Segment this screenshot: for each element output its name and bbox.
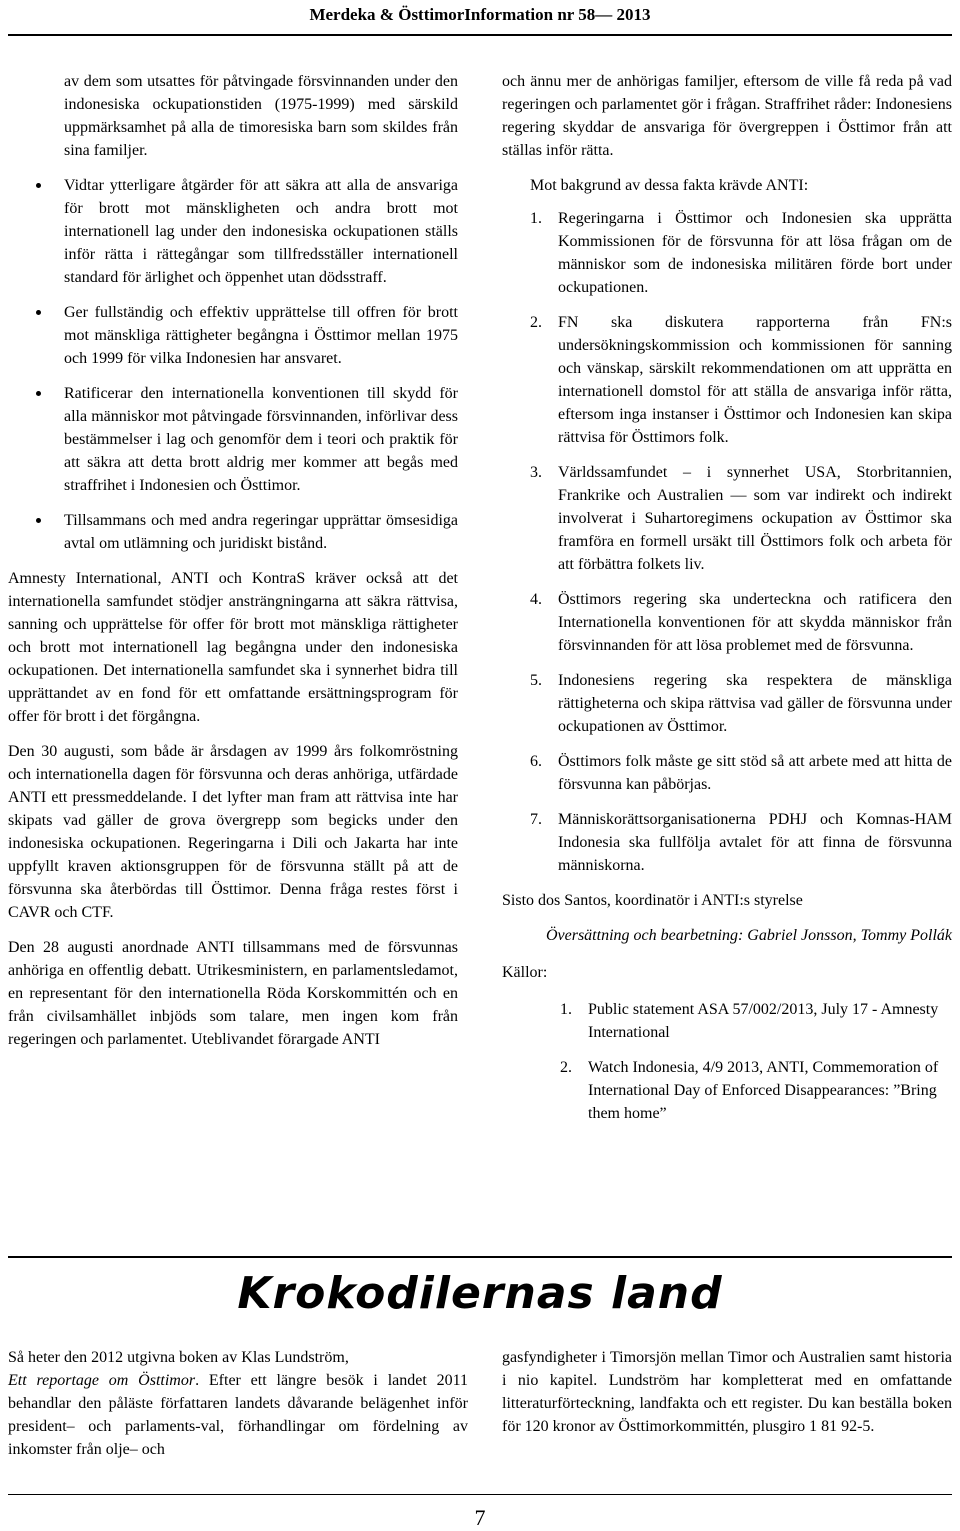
- body-paragraph: Den 28 augusti anordnade ANTI tillsammans med de försvunnas anhöriga en offentlig debatt. Utrikesministern, en parlamentsledamot, en representant för den internationella Röda Korskommittén och en från civilsamhället inbjöds som talare, men ingen kom från regeringen och parlamentet. Uteblivandet förargade ANTI: [8, 939, 458, 1048]
- demand-number: 1.: [530, 210, 542, 227]
- demand-text: Indonesiens regering ska respektera de mänskliga rättigheterna och skipa rättvisa vad gäller de försvunna under ockupationen av Östtimor.: [558, 672, 952, 735]
- bullet-dot-icon: [36, 518, 41, 523]
- signature: Sisto dos Santos, koordinatör i ANTI:s styrelse: [502, 892, 803, 909]
- bullet-item: [8, 301, 458, 370]
- demand-item: [502, 461, 952, 576]
- demand-item: [502, 311, 952, 449]
- demand-number: 5.: [530, 672, 542, 689]
- page-header: [0, 0, 960, 30]
- sources-list: [502, 998, 952, 1125]
- bullet-dot-icon: [36, 310, 41, 315]
- bullet-text: Ratificerar den internationella konventionen till skydd för alla människor mot påtvingade försvinnanden, införlivar dess bestämmelser i lag och genomför dem i teori och praktik för att säkra att detta brott aldrig mer kommer att begås med straffrihet i Indonesien och Östtimor.: [64, 385, 458, 494]
- demand-number: 2.: [530, 314, 542, 331]
- demand-number: 4.: [530, 591, 542, 608]
- bullet-list: [8, 174, 458, 555]
- source-number: 2.: [560, 1059, 572, 1076]
- demand-number: 6.: [530, 753, 542, 770]
- footer-rule: [8, 1494, 952, 1495]
- sources-label: Källor:: [502, 964, 548, 981]
- book-text-b: . Efter ett längre besök i landet 2011 behandlar den påläste författaren landets dåvarande belägenhet inför president– och parlaments-val, förhandlingar om fördelning av inkomster från olje– och: [8, 1372, 469, 1458]
- header-rule: [8, 34, 952, 36]
- book-text-left: [8, 1346, 468, 1461]
- demand-number: 7.: [530, 811, 542, 828]
- demands-list: [502, 207, 952, 877]
- demand-item: [502, 588, 952, 657]
- demand-item: [502, 207, 952, 299]
- source-item: [502, 1056, 952, 1125]
- bullet-text: Ger fullständig och effektiv upprättelse till offren för brott mot mänskliga rättigheter begångna i Östtimor mellan 1975 och 1999 för vilka Indonesien har ansvaret.: [64, 304, 458, 367]
- book-paragraph-right: gasfyndigheter i Timorsjön mellan Timor och Australien samt historia i nio kapitel. Lundström har kompletterat med en omfattande litteraturförteckning, landfakta och ett register. Du kan beställa boken för 120 kronor av Östtimorkommittén, plusgiro 1 81 92-5.: [502, 1349, 952, 1435]
- demand-text: Regeringarna i Östtimor och Indonesien ska upprätta Kommissionen för de försvunna för att lösa frågan om de människor som de indonesiska militären förde bort under ockupationen.: [558, 210, 952, 296]
- bullet-item: [8, 382, 458, 497]
- body-paragraph: Den 30 augusti, som både är årsdagen av 1999 års folkomröstning och internationella dagen för försvunna och deras anhöriga, utfärdade ANTI ett pressmeddelande. I det lyfter man fram att rättvisa inte har skipats vad gäller de grova övergrepp som begicks under den indonesiska ockupationen. Regeringarna i Dili och Jakarta har inte uppfyllt kraven aktionsgruppen för de försvunna ställt på att de försvunna ska återbördas till Östtimor. Denna fråga restes först i CAVR och CTF.: [8, 743, 458, 921]
- book-subtitle: Ett reportage om Östtimor: [8, 1372, 196, 1389]
- right-column: [502, 70, 952, 1137]
- source-text: Public statement ASA 57/002/2013, July 17 - Amnesty International: [588, 1001, 939, 1041]
- header-title: Merdeka & ÖsttimorInformation nr 58— 2013: [309, 5, 651, 24]
- demand-item: [502, 750, 952, 796]
- book-paragraph-left: [8, 1346, 468, 1461]
- bullet-dot-icon: [36, 183, 41, 188]
- demand-text: Östtimors regering ska underteckna och ratificera den Internationella konventionen för att skydda människor från försvinnanden för att lösa problemet med de försvunna.: [558, 591, 952, 654]
- book-text-a: Så heter den 2012 utgivna boken av Klas Lundström,: [8, 1349, 349, 1366]
- demand-text: Människorättsorganisationerna PDHJ och Komnas-HAM Indonesia ska fullfölja avtalet för att finna de försvunna människorna.: [558, 811, 952, 874]
- source-number: 1.: [560, 1001, 572, 1018]
- source-item: [502, 998, 952, 1044]
- demand-number: 3.: [530, 464, 542, 481]
- demand-item: [502, 669, 952, 738]
- body-paragraph: Amnesty International, ANTI och KontraS kräver också att det internationella samfundet stödjer ansträngningarna att säkra rättvisa, sanning och upprättelse för offer för brott mot mänskliga rättigheter och brott mot internationell lag begångna under den indonesiska ockupationen. Det internationella samfundet ska i synnerhet bidra till upprättandet av en fond för ett omfattande ersättningsprogram för offer för brott i det förgångna.: [8, 570, 458, 725]
- source-text: Watch Indonesia, 4/9 2013, ANTI, Commemoration of International Day of Enforced Disappearances: ”Bring them home”: [588, 1059, 939, 1122]
- demand-text: Världssamfundet – i synnerhet USA, Storbritannien, Frankrike och Australien — som var indirekt och indirekt involverat i Suhartoregimens ockupation av Östtimor ska framföra en formell ursäkt till Östtimors folk och arbeta för att förbättra folkets liv.: [558, 464, 952, 573]
- translation-credit: Översättning och bearbetning: Gabriel Jonsson, Tommy Pollák: [545, 927, 952, 944]
- bullet-dot-icon: [36, 391, 41, 396]
- bullet-item: [8, 174, 458, 289]
- book-text-right: [502, 1346, 952, 1438]
- bullet-item: [8, 509, 458, 555]
- right-intro: och ännu mer de anhörigas familjer, eftersom de ville få reda på vad regeringen och parlamentet gör i frågan. Straffrihet råder: Indonesiens regering skyddar de ansvariga för övergreppen i Östtimor från att ställas inför rätta.: [502, 73, 952, 159]
- demand-text: Östtimors folk måste ge sitt stöd så att arbete med att hitta de försvunna kan påbörjas.: [558, 753, 952, 793]
- left-column: [8, 70, 458, 1063]
- book-title: Krokodilernas land: [237, 1268, 723, 1319]
- page-number: 7: [474, 1505, 486, 1530]
- section-divider: [8, 1256, 952, 1258]
- bullet-text: Tillsammans och med andra regeringar upprättar ömsesidiga avtal om utlämning och juridiskt bistånd.: [64, 512, 458, 552]
- bullet-text: Vidtar ytterligare åtgärder för att säkra att alla de ansvariga för brott mot mänskligheten och andra brott mot internationell lag under den indonesiska ockupationen ställs inför rätta i rättegångar som tillfredsställer internationell standard för ärlighet och öppenhet utan dödsstraff.: [64, 177, 458, 286]
- demand-text: FN ska diskutera rapporterna från FN:s undersökningskommission och kommissionen för sanning och vänskap, särskilt rekommendationen om att upprätta en internationell domstol för att ställa de ansvariga inför rätta, eftersom inga instanser i Östtimor och Indonesien kan skipa rättvisa för Östtimors folk.: [558, 314, 952, 446]
- demands-heading: Mot bakgrund av dessa fakta krävde ANTI:: [530, 177, 809, 194]
- intro-continuation: av dem som utsattes för påtvingade försvinnanden under den indonesiska ockupationstiden (1975-1999) med särskild uppmärksamhet på alla de timoresiska barn som skildes från sina familjer.: [64, 73, 458, 159]
- demand-item: [502, 808, 952, 877]
